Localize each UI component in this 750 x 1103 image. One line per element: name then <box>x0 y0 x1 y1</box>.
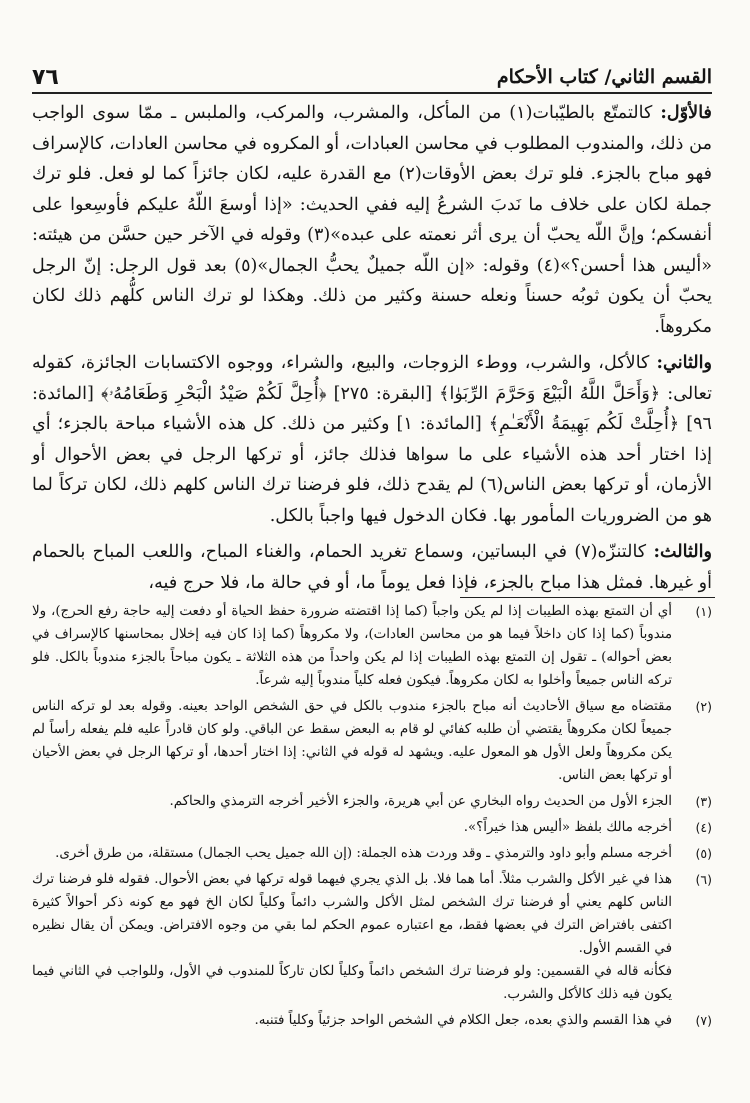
footnote-number: (٥) <box>695 846 712 861</box>
paragraph-second <box>32 348 712 531</box>
page-number: ٧٦ <box>32 65 59 90</box>
footnotes <box>32 600 712 1035</box>
paragraph-text: كالتمتّع بالطيّبات(١) من المأكل، والمشرب، والمركب، والملبس ـ ممّا سوى الواجب من ذلك، والمندوب المطلوب في محاسن العبادات، أو المكروه في محاسن العادات، كالإسراف فهو مباح بالجزء. فلو ترك بعض الأوقات(٢) مع القدرة عليه، لكان جائزاً كما لو فعل. فلو ترك جملة لكان على خلاف ما نَدبَ الشرعُ إليه ففي الحديث: «إذا أوسعَ اللّهُ عليكم فأوسِعوا على أنفسكم؛ وإنَّ اللّه يحبّ أن يرى أثر نعمته على عبده»(٣) وقوله في الآخر حين حسَّن من هيئته: «أليس هذا أحسن؟»(٤) وقوله: «إن اللّه جميلٌ يحبُّ الجمال»(٥) بعد قول الرجل: إنّ الرجل يحبّ أن يكون ثوبُه حسناً ونعله حسنة وكثير من ذلك. وهكذا لو ترك الناس كلُّهم ذلك لكان مكروهاً. <box>32 103 713 337</box>
paragraph-text: كالتنزّه(٧) في البساتين، وسماع تغريد الحمام، والغناء المباح، واللعب المباح بالحمام أو غيرها. فمثل هذا مباح بالجزء، فإذا فعل يوماً ما، أو في حالة ما، فلا حرج فيه، <box>32 542 712 593</box>
paragraph-first <box>32 98 712 342</box>
footnote-text: الجزء الأول من الحديث رواه البخاري عن أبي هريرة، والجزء الأخير أخرجه الترمذي والحاكم. <box>169 794 672 809</box>
paragraph-lead: والثالث: <box>653 541 713 562</box>
footnote-text: أخرجه مالك بلفظ «أليس هذا خيراً؟». <box>463 820 672 835</box>
footnote <box>32 695 712 787</box>
main-text <box>32 98 712 604</box>
footnote-text: في هذا القسم والذي بعده، جعل الكلام في الشخص الواحد جزئياً وكلياً فتنبه. <box>254 1013 672 1028</box>
footnote-text: مقتضاه مع سياق الأحاديث أنه مباح بالجزء مندوب بالكل في حق الشخص الواحد بعينه. وقوله بعد لو تركه الناس جميعاً لكان مكروهاً يقتضي أن طلبه كفائي لو قام به البعض سقط عن الباقي. ولو كان قادراً عليه فلم يفعله رأساً لم يكن مكروهاً ولعل الأول هو المعول عليه. ويشهد له قوله في الثاني: إذا اختار أحدها، أو تركها الرجل في بعض الأحيان أو تركها بعض الناس. <box>32 699 672 783</box>
footnote <box>32 816 712 839</box>
paragraph-lead: فالأوّل: <box>660 102 712 123</box>
running-title: القسم الثاني/ كتاب الأحكام <box>496 66 712 88</box>
footnote <box>32 868 712 1006</box>
footnote-number: (١) <box>695 604 712 619</box>
footnote <box>32 842 712 865</box>
paragraph-third <box>32 537 712 598</box>
footnote <box>32 1009 712 1032</box>
page-header <box>32 58 712 94</box>
paragraph-lead: والثاني: <box>656 352 713 373</box>
footnote-number: (٧) <box>695 1013 712 1028</box>
footnote-text: هذا في غير الأكل والشرب مثلاً. أما هما فلا. بل الذي يجري فيهما قوله تركها في بعض الأحوال. فقوله فلو فرضنا ترك الناس كلهم يعني أو فرضنا ترك الشخص لمثل الأكل والشرب دائماً وكلياً لكان الخ فهو مع كونه ذكر أحوالاً كثيرة اكتفى بافتراض الترك في بعضها فقط، مع اعتباره عموم الحكم لما بقي من وجوه الافتراض. ويمكن أن يقال نظيره في القسم الأول. فكأنه قاله في القسمين: ولو فرضنا ترك الشخص دائماً وكلياً لكان تاركاً للمندوب في الأول، وللواجب في الثاني فيما يكون فيه ذلك كالأكل والشرب. <box>32 872 672 1002</box>
footnote <box>32 790 712 813</box>
footnote-text: أخرجه مسلم وأبو داود والترمذي ـ وقد وردت هذه الجملة: (إن الله جميل يحب الجمال) مستقلة، من طرق أخرى. <box>55 846 672 861</box>
footnote-number: (٣) <box>695 794 712 809</box>
footnote-number: (٦) <box>695 872 712 887</box>
paragraph-text: كالأكل، والشرب، ووطء الزوجات، والبيع، والشراء، ووجوه الاكتسابات الجائزة، كقوله تعالى: ﴿وَأَحَلَّ اللَّهُ الْبَيْعَ وَحَرَّمَ الرِّبَوٰا﴾ [البقرة: ٢٧٥] ﴿أُحِلَّ لَكُمْ صَيْدُ الْبَحْرِ وَطَعَامُهُۥ﴾ [المائدة: ٩٦] ﴿أُحِلَّتْ لَكُم بَهِيمَةُ الْأَنْعَـٰمِ﴾ [المائدة: ١] وكثير من ذلك. كل هذه الأشياء مباحة بالجزء؛ أي إذا اختار أحد هذه الأشياء على ما سواها فذلك جائز، أو تركها الرجل في بعض الأحوال أو الأزمان، أو تركها بعض الناس(٦) لم يقدح ذلك، فلو فرضنا ترك الناس كلهم ذلك، لكان تركاً لما هو من الضروريات المأمور بها. فكان الدخول فيها واجباً بالكل. <box>32 353 712 526</box>
footnote-number: (٤) <box>695 820 712 835</box>
footnote-number: (٢) <box>695 699 712 714</box>
footnote-text: أي أن التمتع بهذه الطيبات إذا لم يكن واجباً (كما إذا اقتضته ضرورة حفظ الحياة أو دفعت إليه حاجة رفع الحرج)، ولا مندوباً (كما إذا كان داخلاً فيما هو من محاسن العادات)، ولا مكروهاً (كما إذا كان فيه إخلال بمحاسنها كالإسراف في بعض أحواله) ـ تقول إن التمتع بهذه الطيبات إذا لم يكن واحداً من هذه الثلاثة ـ يكون مباحاً بالجزء مندوباً بالكل. فلو تركه الناس جميعاً وأخلوا به لكان مكروهاً. فيكون فعله كلياً مندوباً إليه شرعاً. <box>32 604 672 688</box>
footnote <box>32 600 712 692</box>
footnote-separator <box>460 597 715 598</box>
